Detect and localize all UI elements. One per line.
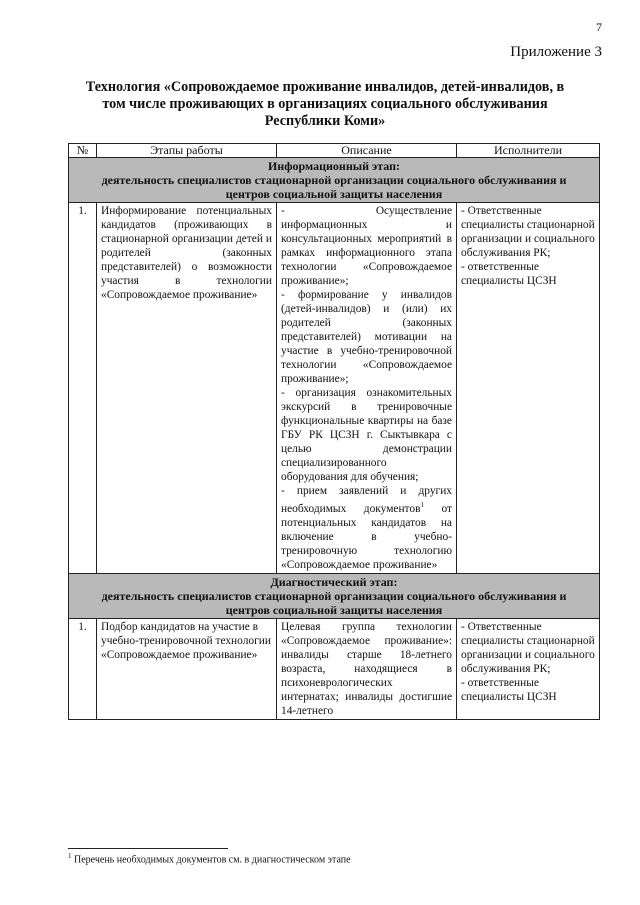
description-text: - прием заявлений и других необходимых документов — [281, 485, 452, 515]
executor-item: - Ответственные специалисты стационарной организации и социального обслуживания РК; — [461, 620, 595, 675]
header-number: № — [69, 144, 97, 158]
stage-title — [69, 158, 600, 203]
document-title — [60, 79, 590, 130]
description-item: - организация ознакомительных экскурсий в тренировочные функциональные квартиры на базе ГБУ РК ЦСЗН г. Сыктывкара с целью демонстрации специализированного оборудования для обучения; — [281, 387, 452, 483]
page-number: 7 — [596, 20, 602, 34]
table-row — [69, 203, 600, 574]
stage-subtitle: деятельность специалистов стационарной организации социального обслуживания и — [101, 588, 567, 603]
stage-subtitle: деятельность специалистов стационарной организации социального обслуживания и — [101, 173, 567, 187]
description-item — [281, 484, 452, 572]
title-line: Технология «Сопровождаемое проживание инвалидов, детей-инвалидов, в — [85, 79, 565, 95]
header-description: Описание — [277, 144, 457, 158]
footnote-reference[interactable]: 1 — [420, 501, 424, 509]
description-cell — [277, 203, 457, 574]
executor-item: - ответственные специалисты ЦСЗН — [461, 676, 557, 703]
header-stages: Этапы работы — [97, 144, 277, 158]
table-header-row — [69, 144, 600, 158]
executors-cell — [457, 618, 600, 719]
header-executors: Исполнители — [457, 144, 600, 158]
description-cell: Целевая группа технологии «Сопровождаемое проживание»: инвалиды старше 18-летнего возраста, находящиеся в психоневрологических интернатах; инвалиды достигшие 14-летнего — [277, 618, 457, 719]
description-item: - формирование у инвалидов (детей-инвалидов) и (или) их родителей (законных представителей) мотивации на участие в учебно-тренировочной технологии «Сопровождаемое проживание»; — [281, 289, 452, 385]
table-row — [69, 618, 600, 719]
footnote-text: Перечень необходимых документов см. в диагностическом этапе — [71, 854, 351, 866]
appendix-label: Приложение 3 — [510, 44, 602, 60]
footnote-mark: 1 — [68, 852, 72, 860]
footnote — [68, 852, 351, 865]
executor-item: - Ответственные специалисты стационарной организации и социального обслуживания РК; — [461, 205, 595, 259]
description-item: - Осуществление информационных и консультационных мероприятий в рамках информационного этапа технологии «Сопровождаемое проживание»; — [281, 205, 452, 287]
title-line: том числе проживающих в организациях социального обслуживания — [102, 96, 548, 112]
row-number: 1. — [69, 618, 97, 719]
description-text: от потенциальных кандидатов на включение в учебно-тренировочную технологию «Сопровождаемое проживание» — [281, 502, 452, 571]
stage-name: Диагностический этап: — [270, 574, 398, 589]
title-line: Республики Коми» — [264, 113, 386, 129]
stage-subtitle: центров социальной защиты населения — [225, 602, 443, 617]
stage-title — [69, 573, 600, 618]
stage-subtitle: центров социальной защиты населения — [225, 187, 443, 201]
executors-cell — [457, 203, 600, 574]
row-number: 1. — [69, 203, 97, 574]
stage-cell: Подбор кандидатов на участие в учебно-тренировочной технологии «Сопровождаемое проживание» — [97, 618, 277, 719]
stage-cell: Информирование потенциальных кандидатов (проживающих в стационарной организации детей и родителей (законных представителей) о возможности участия в технологии «Сопровождаемое проживание» — [97, 203, 277, 574]
executor-item: - ответственные специалисты ЦСЗН — [461, 261, 557, 287]
stage-header-diagnostic — [69, 573, 600, 618]
stage-name: Информационный этап: — [267, 159, 401, 173]
footnote-divider — [68, 848, 228, 849]
stage-header-informational — [69, 158, 600, 203]
technology-table — [68, 143, 600, 720]
